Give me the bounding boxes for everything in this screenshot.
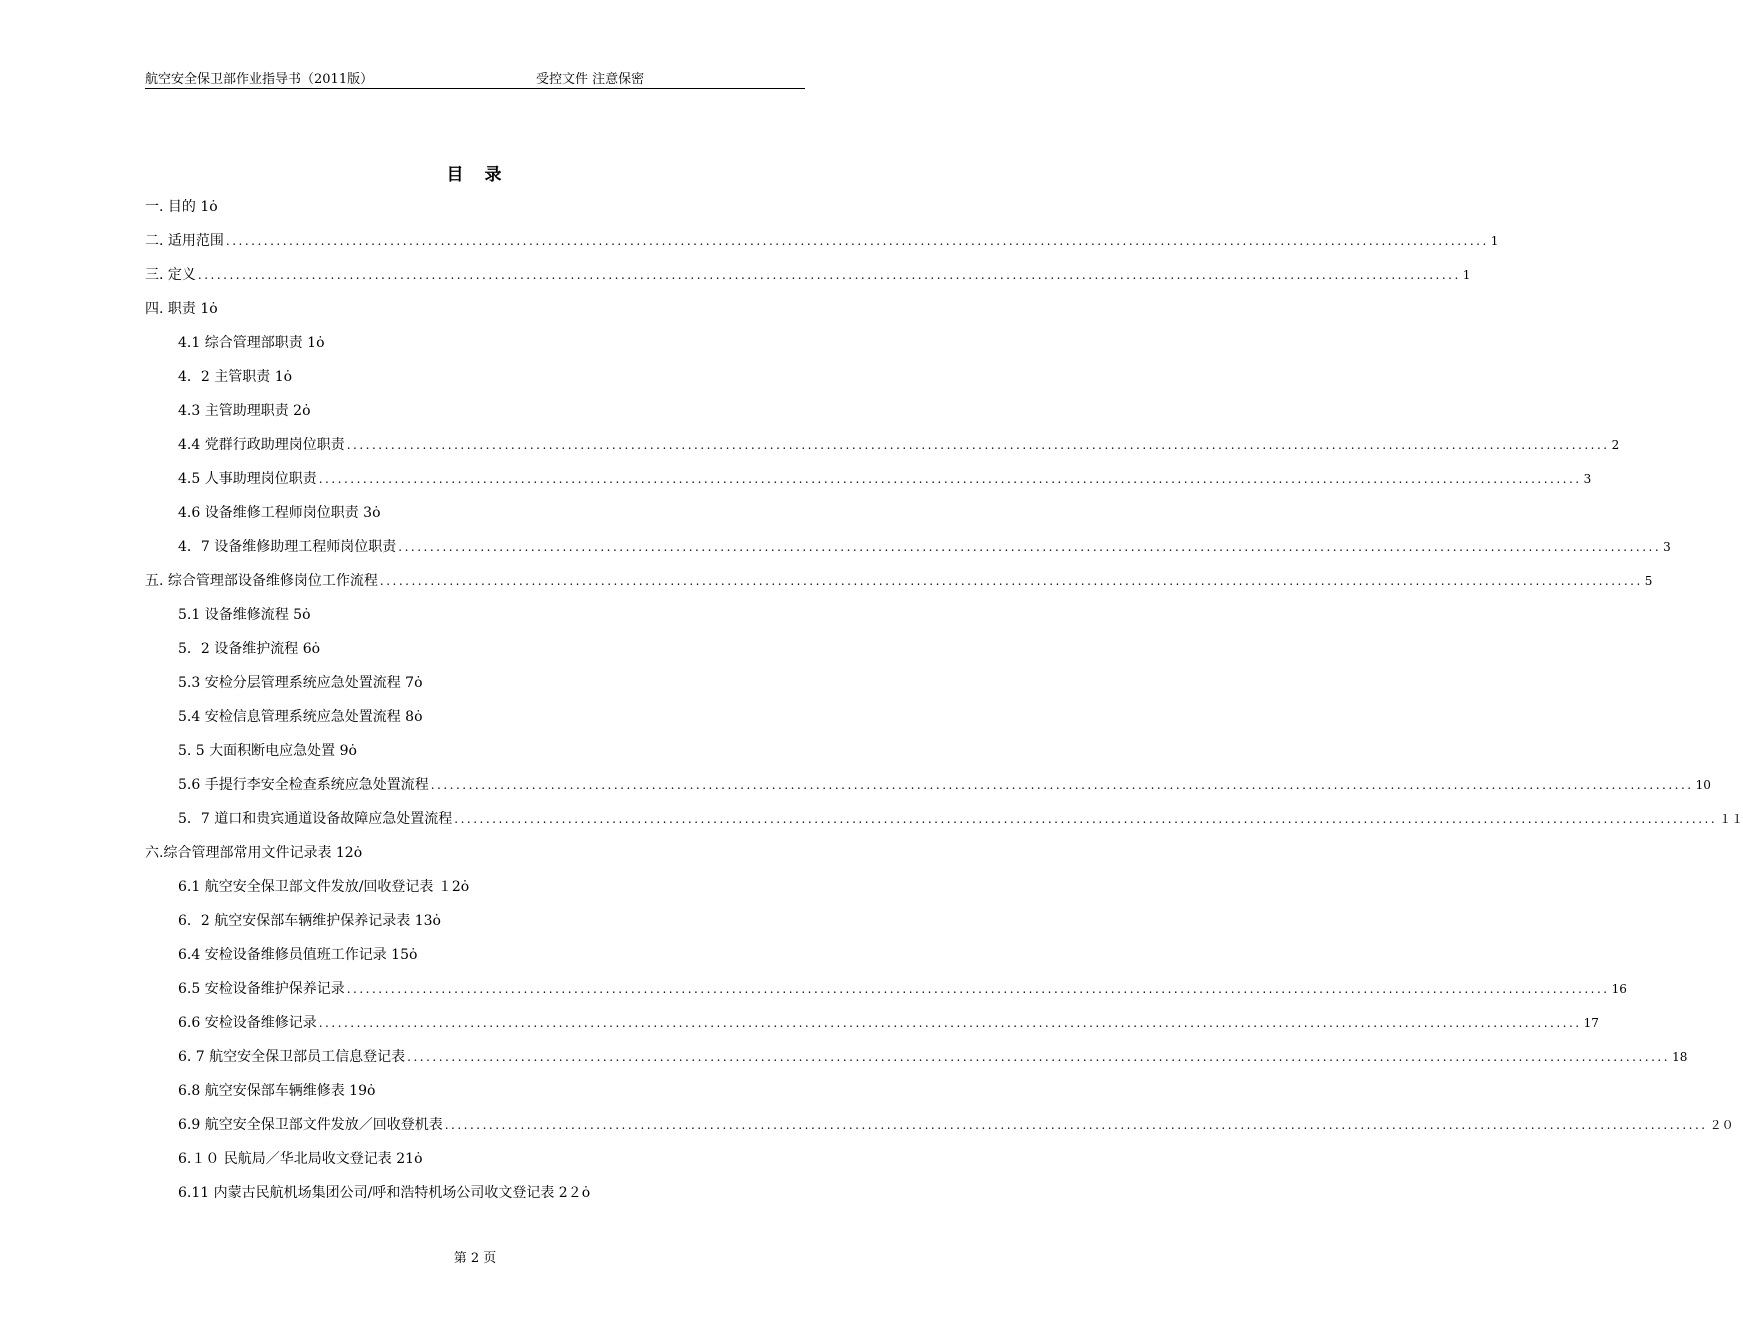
toc-entry-page: 3 [1583, 472, 1592, 486]
toc-entry[interactable] [145, 1113, 1734, 1147]
toc-entry[interactable] [145, 637, 807, 671]
toc-entry[interactable] [145, 1011, 1599, 1045]
toc-entry[interactable] [145, 399, 807, 433]
toc-entry-text: 5．7 道口和贵宾通道设备故障应急处置流程 [178, 811, 453, 827]
toc-entry-text: 5.1 设备维修流程 5ȯ [178, 607, 311, 623]
toc-entry[interactable] [145, 467, 1592, 501]
toc-entry[interactable] [145, 807, 1743, 841]
toc-entry[interactable] [145, 977, 1627, 1011]
header-document-title: 航空安全保卫部作业指导书（2011版） [145, 72, 374, 87]
toc-dot-leader: ........................................................................................................................................................................................................ [398, 540, 1662, 554]
page-header [145, 64, 805, 89]
toc-entry[interactable] [145, 365, 807, 399]
toc-entry-page: 18 [1672, 1050, 1688, 1064]
toc-entry[interactable] [145, 535, 1671, 569]
toc-entry-page: 5 [1644, 574, 1653, 588]
toc-entry-page: 1 [1490, 234, 1499, 248]
toc-entry-page: 2 [1611, 438, 1620, 452]
toc-entry[interactable] [145, 841, 807, 875]
toc-entry[interactable] [145, 1181, 807, 1215]
toc-dot-leader: ........................................................................................................................................................................................................ [407, 1050, 1671, 1064]
toc-entry[interactable] [145, 501, 807, 535]
toc-entry-text: 6.１０ 民航局／华北局收文登记表 21ȯ [178, 1151, 423, 1167]
toc-entry-text: 4.6 设备维修工程师岗位职责 3ȯ [178, 505, 381, 521]
toc-entry-text: 6.11 内蒙古民航机场集团公司/呼和浩特机场公司收文登记表 2２ȯ [178, 1185, 591, 1201]
toc-entry-text: 6. 7 航空安全保卫部员工信息登记表 [178, 1049, 406, 1065]
toc-dot-leader: ........................................................................................................................................................................................................ [444, 1118, 1708, 1132]
toc-entry-page: １１ [1719, 812, 1743, 826]
page-number: 第 2 页 [453, 1251, 497, 1266]
toc-entry-page: 16 [1611, 982, 1627, 996]
toc-entry-page: 1 [1462, 268, 1471, 282]
toc-entry-page: 3 [1663, 540, 1671, 554]
toc-entry[interactable] [145, 297, 807, 331]
toc-entry-text: 5.4 安检信息管理系统应急处置流程 8ȯ [178, 709, 423, 725]
toc-entry[interactable] [145, 671, 807, 705]
toc-entry-text: 6.9 航空安全保卫部文件发放／回收登机表 [178, 1117, 443, 1133]
toc-dot-leader: ........................................................................................................................................................................................................ [379, 574, 1643, 588]
toc-dot-leader: ........................................................................................................................................................................................................ [346, 438, 1610, 452]
toc-entry[interactable] [145, 1045, 1688, 1079]
toc-entry[interactable] [145, 773, 1711, 807]
toc-entry-text: 5．2 设备维护流程 6ȯ [178, 641, 321, 657]
toc-entry-text: 4.1 综合管理部职责 1ȯ [178, 335, 325, 351]
toc-dot-leader: ........................................................................................................................................................................................................ [318, 1016, 1582, 1030]
toc-entry-page: ２０ [1709, 1118, 1734, 1132]
toc-entry-text: 5.3 安检分层管理系统应急处置流程 7ȯ [178, 675, 423, 691]
toc-title: 目 录 [446, 165, 504, 185]
toc-entry[interactable] [145, 875, 807, 909]
table-of-contents [145, 195, 1743, 1215]
toc-entry-text: 4.3 主管助理职责 2ȯ [178, 403, 311, 419]
toc-dot-leader: ........................................................................................................................................................................................................ [318, 472, 1582, 486]
toc-entry-text: 6.8 航空安保部车辆维修表 19ȯ [178, 1083, 376, 1099]
toc-entry-text: 四. 职责 1ȯ [145, 301, 218, 317]
toc-entry-text: 4.4 党群行政助理岗位职责 [178, 437, 345, 453]
toc-dot-leader: ........................................................................................................................................................................................................ [225, 234, 1489, 248]
toc-entry-text: 五. 综合管理部设备维修岗位工作流程 [145, 573, 378, 589]
toc-entry[interactable] [145, 1147, 807, 1181]
toc-entry-text: 4．7 设备维修助理工程师岗位职责 [178, 539, 397, 555]
toc-entry[interactable] [145, 569, 1653, 603]
toc-entry-text: 4.5 人事助理岗位职责 [178, 471, 317, 487]
toc-entry-text: 六.综合管理部常用文件记录表 12ȯ [145, 845, 363, 861]
toc-entry-text: 6.1 航空安全保卫部文件发放/回收登记表 １2ȯ [178, 879, 470, 895]
toc-entry-text: 4．2 主管职责 1ȯ [178, 369, 293, 385]
toc-entry[interactable] [145, 909, 807, 943]
toc-dot-leader: ........................................................................................................................................................................................................ [454, 812, 1718, 826]
toc-entry-text: 二. 适用范围 [145, 233, 224, 249]
toc-entry-text: 6.5 安检设备维护保养记录 [178, 981, 345, 997]
toc-dot-leader: ........................................................................................................................................................................................................ [197, 268, 1461, 282]
toc-entry-text: 5.6 手提行李安全检查系统应急处置流程 [178, 777, 429, 793]
toc-entry[interactable] [145, 739, 807, 773]
header-confidential-note: 受控文件 注意保密 [536, 72, 645, 87]
toc-entry-page: 17 [1583, 1016, 1599, 1030]
toc-entry-text: 6．2 航空安保部车辆维护保养记录表 13ȯ [178, 913, 441, 929]
toc-entry-page: 10 [1695, 778, 1711, 792]
toc-entry[interactable] [145, 263, 1471, 297]
toc-entry[interactable] [145, 331, 807, 365]
toc-entry-text: 5. 5 大面积断电应急处置 9ȯ [178, 743, 357, 759]
toc-entry[interactable] [145, 943, 807, 977]
toc-entry-text: 6.4 安检设备维修员值班工作记录 15ȯ [178, 947, 418, 963]
toc-entry-text: 三. 定义 [145, 267, 196, 283]
toc-entry[interactable] [145, 1079, 807, 1113]
toc-entry[interactable] [145, 433, 1620, 467]
toc-dot-leader: ........................................................................................................................................................................................................ [430, 778, 1694, 792]
toc-entry-text: 一. 目的 1ȯ [145, 199, 218, 215]
toc-entry[interactable] [145, 195, 807, 229]
toc-entry[interactable] [145, 705, 807, 739]
toc-dot-leader: ........................................................................................................................................................................................................ [346, 982, 1610, 996]
toc-entry[interactable] [145, 229, 1499, 263]
toc-entry-text: 6.6 安检设备维修记录 [178, 1015, 317, 1031]
toc-entry[interactable] [145, 603, 807, 637]
